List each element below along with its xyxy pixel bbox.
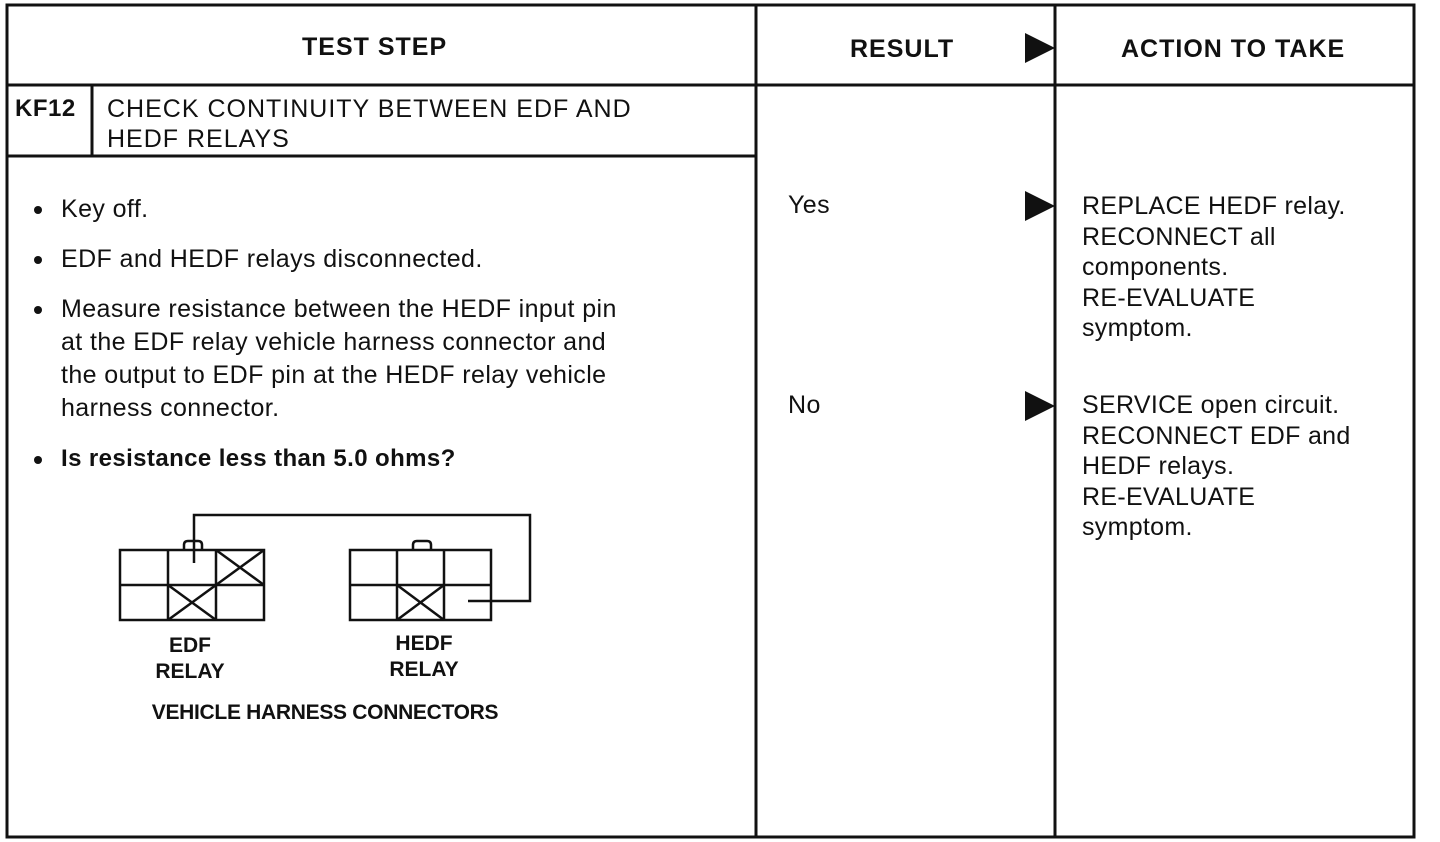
edf-relay-label: EDF RELAY bbox=[155, 634, 225, 683]
instruction-measure-line-2: at the EDF relay vehicle harness connector and bbox=[61, 328, 607, 356]
action-yes-line: RE-EVALUATE bbox=[1082, 283, 1256, 312]
step-title-line-1: CHECK CONTINUITY BETWEEN EDF AND bbox=[107, 95, 632, 123]
action-yes-line: components. bbox=[1082, 253, 1229, 281]
instruction-measure-line-4: harness connector. bbox=[61, 394, 280, 422]
instruction-relays-disconnected: EDF and HEDF relays disconnected. bbox=[61, 245, 483, 273]
action-yes-line: RECONNECT all bbox=[1082, 222, 1276, 251]
instruction-question: Is resistance less than 5.0 ohms? bbox=[61, 445, 456, 472]
action-yes-line: REPLACE HEDF relay. bbox=[1082, 192, 1346, 220]
bullet-icon bbox=[34, 306, 42, 314]
instruction-measure-line-3: the output to EDF pin at the HEDF relay vehicle bbox=[61, 361, 607, 389]
header-arrow-icon bbox=[1025, 33, 1055, 63]
result-no: No bbox=[788, 391, 821, 419]
result-yes: Yes bbox=[788, 191, 830, 219]
edf-connector-icon bbox=[120, 541, 264, 620]
action-no-line: RECONNECT EDF and bbox=[1082, 421, 1351, 450]
header-test-step: TEST STEP bbox=[302, 33, 448, 61]
action-no bbox=[1082, 390, 1351, 543]
bullet-icon bbox=[34, 456, 42, 464]
instruction-measure-line-1: Measure resistance between the HEDF input pin bbox=[61, 295, 617, 323]
bullet-icon bbox=[34, 256, 42, 264]
yes-arrow-icon bbox=[1025, 191, 1055, 221]
step-code: KF12 bbox=[15, 95, 76, 122]
action-no-line: symptom. bbox=[1082, 513, 1193, 541]
header-result: RESULT bbox=[850, 35, 955, 63]
diagram-caption: VEHICLE HARNESS CONNECTORS bbox=[151, 701, 499, 724]
hedf-connector-icon bbox=[350, 541, 491, 620]
connector-diagram bbox=[110, 505, 550, 635]
no-arrow-icon bbox=[1025, 391, 1055, 421]
step-title-line-2: HEDF RELAYS bbox=[107, 125, 290, 153]
header-action-to-take: ACTION TO TAKE bbox=[1121, 35, 1346, 63]
bullet-icon bbox=[34, 206, 42, 214]
action-no-line: RE-EVALUATE bbox=[1082, 482, 1256, 511]
continuity-wire bbox=[194, 515, 530, 601]
action-yes-line: symptom. bbox=[1082, 314, 1193, 342]
action-no-line: HEDF relays. bbox=[1082, 452, 1235, 480]
hedf-relay-label: HEDF RELAY bbox=[389, 632, 459, 681]
action-yes bbox=[1082, 191, 1346, 344]
instruction-key-off: Key off. bbox=[61, 195, 149, 223]
action-no-line: SERVICE open circuit. bbox=[1082, 391, 1340, 419]
